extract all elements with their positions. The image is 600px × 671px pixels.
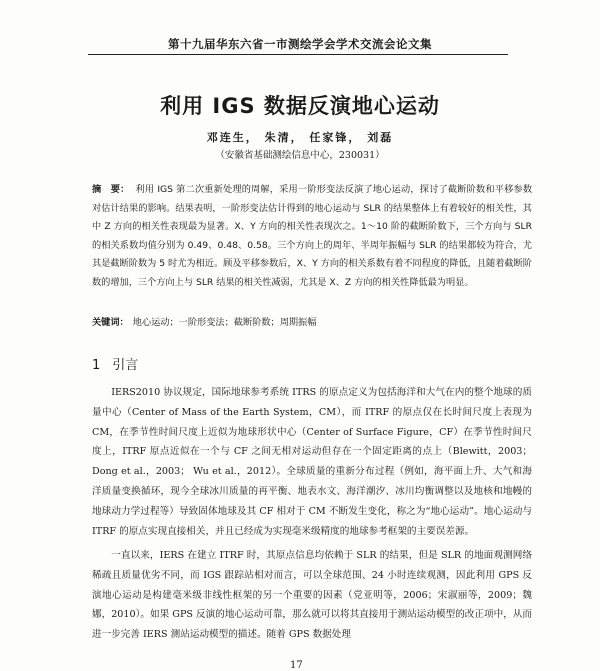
affiliation: （安徽省基础测绘信息中心，230031） (215, 150, 385, 161)
keywords-text: 地心运动；一阶形变法；截断阶数；周期振幅 (132, 317, 317, 328)
abstract-label: 摘 要： (92, 184, 130, 195)
page-number: 17 (290, 660, 303, 671)
header-divider (88, 54, 508, 55)
keywords-label: 关键词： (92, 317, 129, 328)
author-list: 邓连生， 朱清， 任家锋， 刘磊 (206, 131, 394, 144)
running-header: 第十九届华东六省一市测绘学会学术交流会论文集 (168, 37, 432, 51)
body-paragraph-1: IERS2010 协议规定，国际地球参考系统 ITRS 的原点定义为包括海洋和大气在内的整个地球的质量中心（Center of Mass of the Earth System，CM），而 ITRF 的原点仅在长时间尺度上表现为 CM，在季节性时间尺度上近似为地球形状中心（Center of Surface Figure，CF）在季节性时间尺度上，ITRF 原点近似在一个与 CF 之间无相对运动但存在一个固定距离的点上（Blewitt，2003； Dong et al.，2003； Wu et al.，2012）。全球质量的重新分布过程（例如，海平面上升、大气和海洋质量变换循环，现今全球冰川质量的再平衡、地表水文、海洋潮汐、冰川均衡调整以及地核和地幔的地球动力学过程等）导致固体地球及其 CF 相对于 CM 不断发生变化，称之为“地心运动”。地心运动与 ITRF 的原点实现直接相关，并且已经成为实现毫米级精度的地球参考框架的主要误差源。 (92, 387, 532, 537)
section-title: 引言 (112, 358, 139, 373)
keywords (92, 314, 532, 328)
abstract-text: 利用 IGS 第二次重新处理的周解，采用一阶形变法反演了地心运动，探讨了截断阶数和平移参数对估计结果的影响。结果表明，一阶形变法估计得到的地心运动与 SLR 的结果整体上有着较好的相关性，其中 Z 方向的相关性表现最为显著。X、Y 方向的相关性表现次之。1～10 阶的截断阶数下，三个方向与 SLR 的相关系数均值分别为 0.49、0.48、0.58。三个方向上的周年、半周年振幅与 SLR 的结果都较为符合，尤其是截断阶数为 5 时尤为相近。顾及平移参数后，X、Y 方向的相关系数有着不同程度的降低，且随着截断阶数的增加，三个方向上与 SLR 结果的相关性减弱，尤其是 X、Z 方向的相关性降低最为明显。 (92, 184, 533, 288)
abstract (92, 181, 532, 292)
section-number: 1 (92, 358, 101, 373)
body-paragraph-2: 一直以来，IERS 在建立 ITRF 时，其原点信息均依赖于 SLR 的结果，但是 SLR 的地面观测网络稀疏且质量优劣不同，而 IGS 跟踪站相对而言，可以全球范围、24 小时连续观测，因此利用 GPS 反演地心运动是构建毫米级非线性框架的另一个重要的因素（党亚明等，2006；宋淑丽等，2009；魏娜，2010）。如果 GPS 反演的地心运动可靠，那么就可以将其直接用于测站运动模型的改正项中，从而进一步完善 IERS 测站运动模型的描述。随着 GPS 数据处理 (92, 550, 532, 641)
paper-title: 利用 IGS 数据反演地心运动 (160, 94, 440, 118)
section-heading (92, 354, 138, 373)
